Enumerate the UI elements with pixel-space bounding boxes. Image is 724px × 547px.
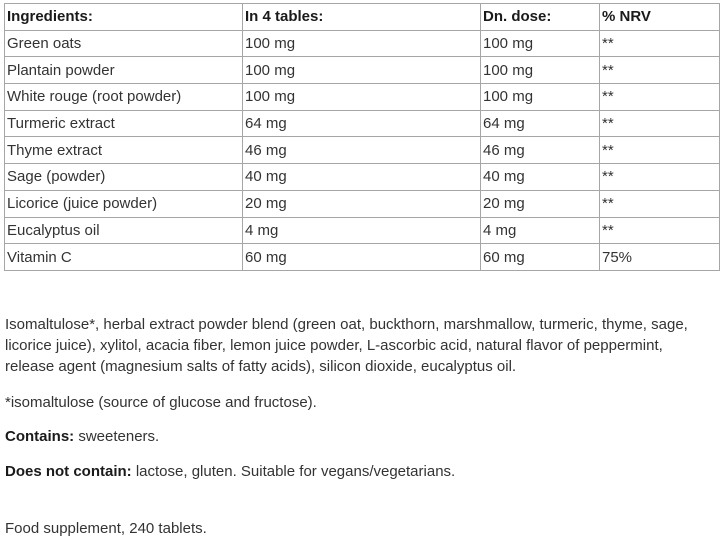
nrv-value: ** (600, 110, 720, 137)
header-nrv: % NRV (600, 4, 720, 31)
nrv-value: ** (600, 217, 720, 244)
ingredient-name: Licorice (juice powder) (5, 190, 243, 217)
amount-in-4-tablets: 4 mg (243, 217, 481, 244)
table-row (5, 57, 720, 84)
does-not-contain-line (5, 461, 705, 482)
daily-dose: 64 mg (481, 110, 600, 137)
daily-dose: 46 mg (481, 137, 600, 164)
ingredient-name: Vitamin C (5, 244, 243, 271)
amount-in-4-tablets: 100 mg (243, 30, 481, 57)
nrv-value: ** (600, 84, 720, 111)
header-in-4-tablets: In 4 tables: (243, 4, 481, 31)
amount-in-4-tablets: 46 mg (243, 137, 481, 164)
nrv-value: ** (600, 164, 720, 191)
table-row (5, 190, 720, 217)
isomaltulose-footnote: *isomaltulose (source of glucose and fructose). (5, 394, 317, 411)
daily-dose: 100 mg (481, 84, 600, 111)
contains-text: sweeteners. (74, 428, 160, 445)
table-row (5, 217, 720, 244)
nrv-value: ** (600, 190, 720, 217)
ingredient-name: Thyme extract (5, 137, 243, 164)
table-row (5, 164, 720, 191)
composition-text: Isomaltulose*, herbal extract powder blend (green oat, buckthorn, marshmallow, turmeric, thyme, sage, licorice juice), xylitol, acacia fiber, lemon juice powder, L-ascorbic acid, natural flavor of peppermint, release agent (magnesium salts of fatty acids), silicon dioxide, eucalyptus oil. (5, 316, 688, 375)
daily-dose: 60 mg (481, 244, 600, 271)
daily-dose: 40 mg (481, 164, 600, 191)
ingredient-name: Green oats (5, 30, 243, 57)
daily-dose: 4 mg (481, 217, 600, 244)
amount-in-4-tablets: 60 mg (243, 244, 481, 271)
amount-in-4-tablets: 100 mg (243, 84, 481, 111)
contains-label: Contains: (5, 428, 75, 445)
nrv-value: 75% (600, 244, 720, 271)
table-row (5, 30, 720, 57)
table-row (5, 84, 720, 111)
nrv-value: ** (600, 57, 720, 84)
table-row (5, 244, 720, 271)
ingredient-name: White rouge (root powder) (5, 84, 243, 111)
does-not-contain-text: lactose, gluten. Suitable for vegans/vegetarians. (131, 463, 456, 480)
amount-in-4-tablets: 64 mg (243, 110, 481, 137)
table-row (5, 137, 720, 164)
ingredient-name: Eucalyptus oil (5, 217, 243, 244)
daily-dose: 100 mg (481, 30, 600, 57)
daily-dose: 100 mg (481, 57, 600, 84)
ingredients-table (4, 3, 720, 271)
ingredient-name: Turmeric extract (5, 110, 243, 137)
contains-line (5, 426, 705, 447)
product-description: Food supplement, 240 tablets. (5, 520, 207, 537)
amount-in-4-tablets: 100 mg (243, 57, 481, 84)
ingredient-name: Sage (powder) (5, 164, 243, 191)
header-daily-dose: Dn. dose: (481, 4, 600, 31)
amount-in-4-tablets: 20 mg (243, 190, 481, 217)
ingredient-name: Plantain powder (5, 57, 243, 84)
daily-dose: 20 mg (481, 190, 600, 217)
does-not-contain-label: Does not contain: (5, 463, 132, 480)
header-ingredients: Ingredients: (5, 4, 243, 31)
table-header-row (5, 4, 720, 31)
amount-in-4-tablets: 40 mg (243, 164, 481, 191)
nrv-value: ** (600, 137, 720, 164)
nrv-value: ** (600, 30, 720, 57)
table-row (5, 110, 720, 137)
